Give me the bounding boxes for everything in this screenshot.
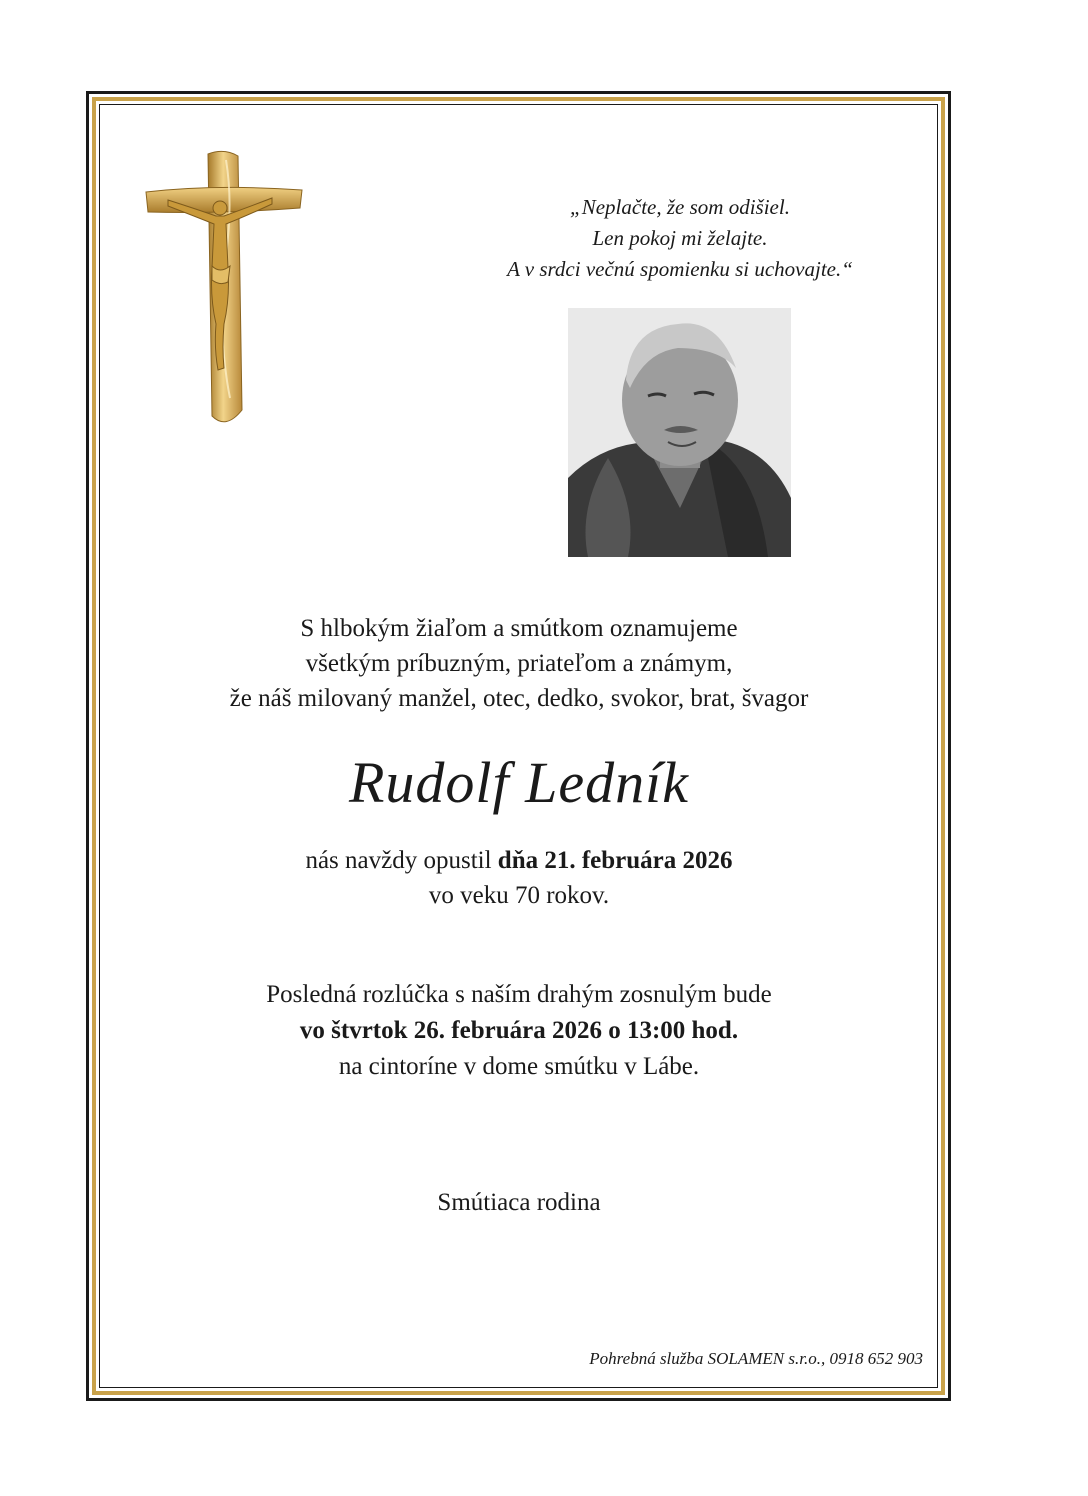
intro-line-3: že náš milovaný manžel, otec, dedko, svokor, brat, švagor [229,685,809,712]
quote-line-2: Len pokoj mi želajte. [592,226,768,250]
funeral-service-footer: Pohrebná služba SOLAMEN s.r.o., 0918 652 903 [589,1349,923,1368]
intro-line-2: všetkým príbuzným, priateľom a známym, [305,650,733,677]
funeral-info [100,977,938,1085]
quote-line-3: A v srdci večnú spomienku si uchovajte.“ [507,257,853,281]
crucifix-icon [138,148,308,433]
farewell-line-1: Posledná rozlúčka s naším drahým zosnulým bude [266,981,772,1008]
age-line: vo veku 70 rokov. [428,882,610,909]
memorial-quote [430,192,930,285]
portrait-photo [568,308,791,557]
death-line [100,843,938,878]
farewell-date-time: vo štvrtok 26. februára 2026 o 13:00 hod. [299,1017,739,1044]
death-prefix: nás navždy opustil [305,847,498,874]
intro-line-1: S hlbokým žiaľom a smútkom oznamujeme [300,615,738,642]
death-info [100,843,938,913]
announcement-text [100,611,938,716]
farewell-place: na cintoríne v dome smútku v Lábe. [338,1053,700,1080]
death-date: dňa 21. februára 2026 [497,847,733,874]
quote-line-1: „Neplačte, že som odišiel. [570,195,790,219]
family-signature: Smútiaca rodina [437,1189,601,1216]
deceased-name: Rudolf Ledník [348,750,689,815]
